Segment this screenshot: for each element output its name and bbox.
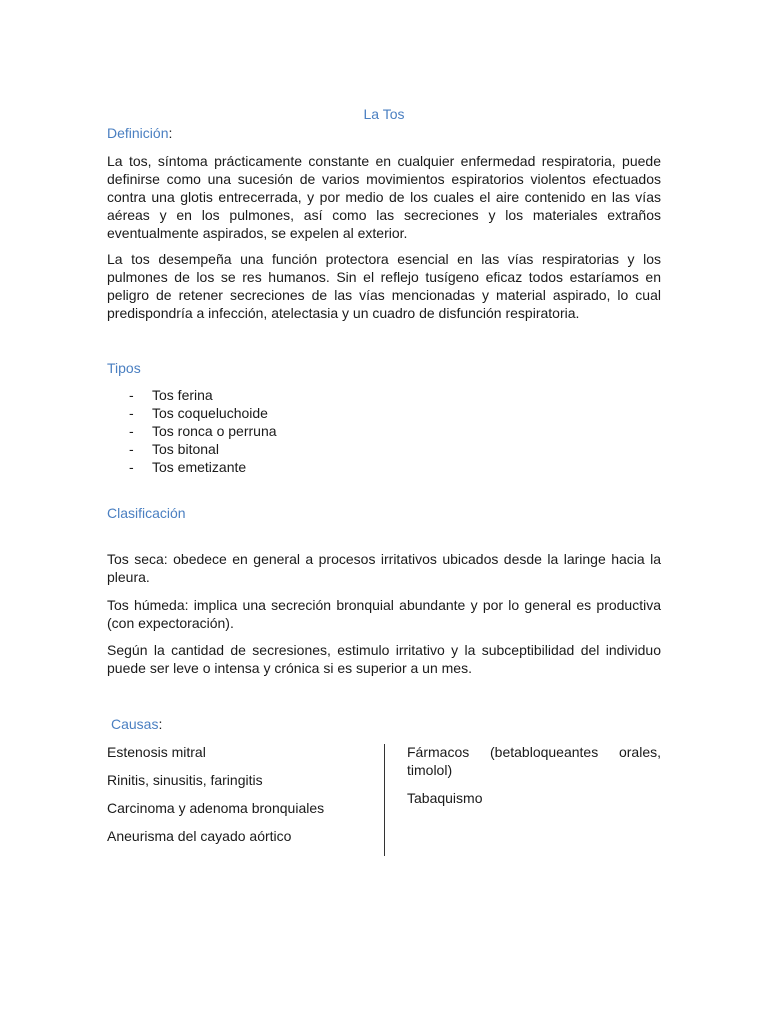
clasificacion-paragraph-2: Tos húmeda: implica una secreción bronquial abundante y por lo general es productiva (con expectoración). [107,597,661,631]
column-divider [384,744,385,856]
heading-tipos: Tipos [107,360,141,376]
causa-item: Aneurisma del cayado aórtico [107,828,292,844]
definicion-paragraph-1: La tos, síntoma prácticamente constante en cualquier enfermedad respiratoria, puede definirse como una sucesión de varios movimientos espiratorios violentos efectuados contra una glotis entrecerrada, y por medio de los cuales el aire contenido en las vías aéreas y en los pulmones, así como las secreciones y los materiales extraños eventualmente aspirados, se expelen al exterior. [107,153,661,241]
causa-item: Tabaquismo [407,790,483,806]
heading-definicion-text: Definición [107,125,169,141]
causa-item: Fármacos (betabloqueantes orales, timolol) [407,744,661,778]
list-item-text: Tos ronca o perruna [152,423,277,439]
tipos-list [107,386,277,476]
heading-definicion [107,125,172,141]
list-item-text: Tos emetizante [152,459,247,475]
causa-item: Carcinoma y adenoma bronquiales [107,800,325,816]
causa-item: Estenosis mitral [107,744,206,760]
clasificacion-paragraph-3: Según la cantidad de secresiones, estimulo irritativo y la subceptibilidad del individuo puede ser leve o intensa y crónica si es superior a un mes. [107,642,661,676]
list-item [107,440,277,458]
list-bullet: - [129,387,134,403]
heading-causas-text: Causas [111,716,159,732]
list-bullet: - [129,459,134,475]
list-bullet: - [129,405,134,421]
heading-causas [111,716,162,732]
definicion-paragraph-2: La tos desempeña una función protectora esencial en las vías respiratorias y los pulmones de los se res humanos. Sin el reflejo tusígeno eficaz todos estaríamos en peligro de retener secreciones de las vías mencionadas y material aspirado, lo cual predispondría a infección, atelectasia y un cuadro de disfunción respiratoria. [107,251,661,321]
causas-right-column [407,743,661,817]
heading-clasificacion: Clasificación [107,505,186,521]
causa-item: Rinitis, sinusitis, faringitis [107,772,263,788]
list-item [107,422,277,440]
document-title: La Tos [363,106,405,122]
heading-causas-colon: : [158,716,163,732]
heading-definicion-colon: : [168,125,173,141]
list-item-text: Tos coqueluchoide [152,405,268,421]
list-bullet: - [129,441,134,457]
list-bullet: - [129,423,134,439]
list-item [107,458,277,476]
list-item-text: Tos bitonal [152,441,219,457]
clasificacion-paragraph-1: Tos seca: obedece en general a procesos irritativos ubicados desde la laringe hacia la pleura. [107,551,661,585]
causas-left-column [107,743,367,855]
list-item-text: Tos ferina [152,387,213,403]
list-item [107,386,277,404]
list-item [107,404,277,422]
